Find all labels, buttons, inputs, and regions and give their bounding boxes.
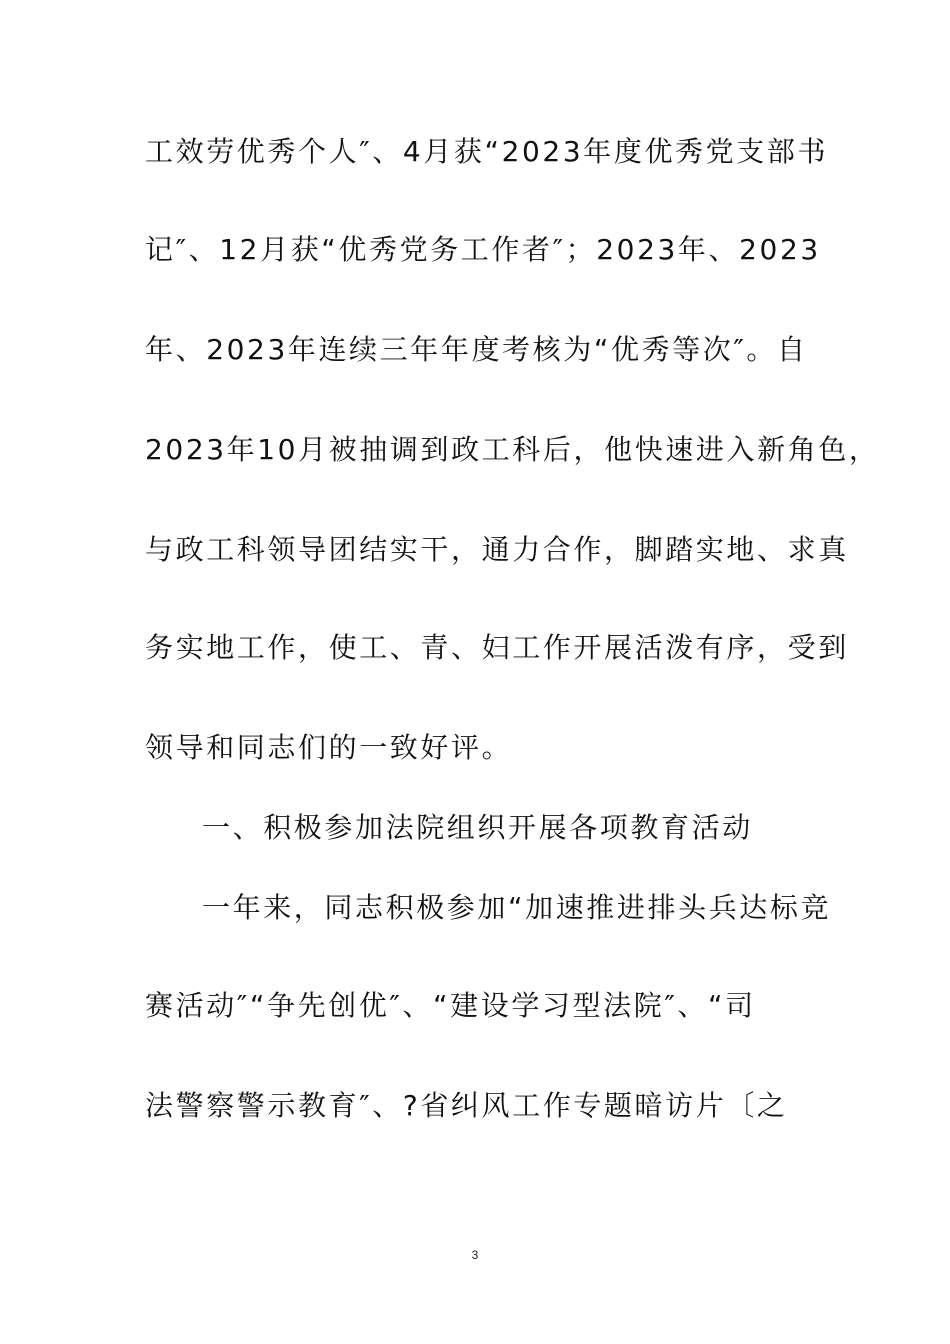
- body-text-line: 与政工科领导团结实干，通力合作，脚踏实地、求真: [145, 533, 849, 566]
- body-text-line: 年、2023年连续三年年度考核为“优秀等次″。自: [145, 333, 808, 366]
- body-text-line: 务实地工作，使工、青、妇工作开展活泼有序，受到: [145, 631, 849, 664]
- body-text-line: 领导和同志们的一致好评。: [145, 731, 513, 764]
- body-text-line: 2023年10月被抽调到政工科后，他快速进入新角色，: [145, 433, 880, 466]
- body-text-line: 记″、12月获“优秀党务工作者″；2023年、2023: [145, 233, 821, 266]
- body-text-line: 赛活动″“争先创优″、“建设学习型法院″、“司: [145, 989, 756, 1022]
- section-heading: 一、积极参加法院组织开展各项教育活动: [202, 811, 753, 844]
- page-number: 3: [471, 1248, 479, 1262]
- body-text-line: 法警察警示教育″、?省纠风工作专题暗访片〔之: [145, 1089, 788, 1122]
- body-text-line: 工效劳优秀个人″、4月获“2023年度优秀党支部书: [145, 135, 829, 168]
- body-text-line: 一年来，同志积极参加“加速推进排头兵达标竞: [202, 891, 832, 924]
